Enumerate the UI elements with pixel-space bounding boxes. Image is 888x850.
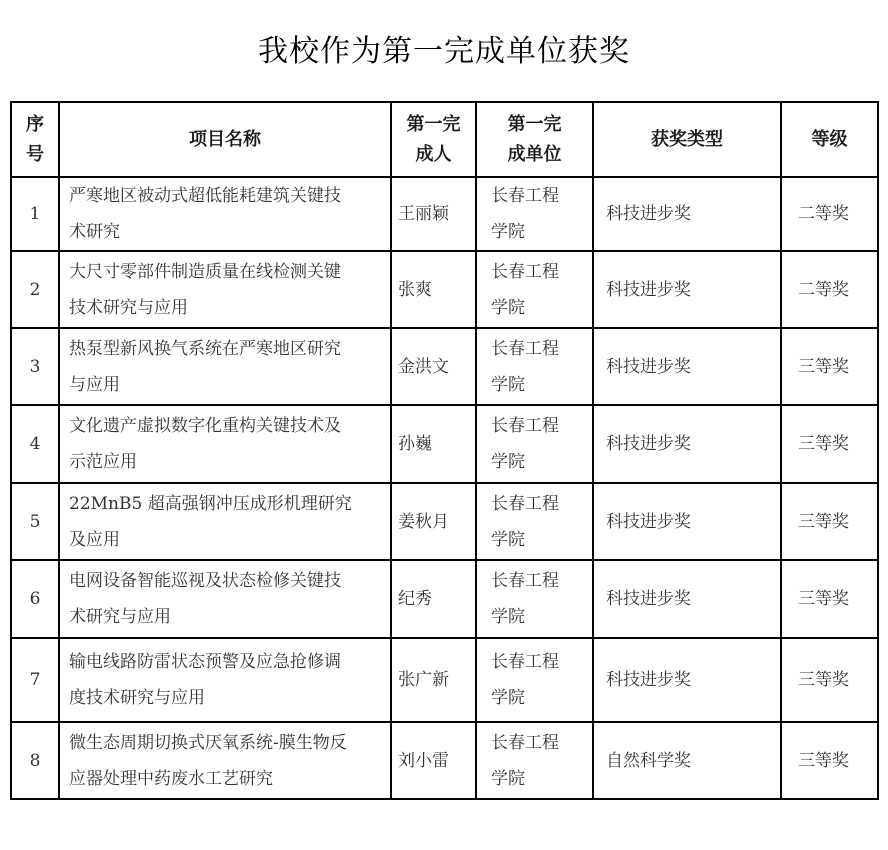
grade-cell: 二等奖: [781, 177, 878, 251]
first-unit-cell: [476, 560, 593, 638]
first-person-cell: 刘小雷: [391, 722, 476, 799]
first-person-cell: 张广新: [391, 638, 476, 722]
first-unit: 长春工程学院: [491, 571, 559, 627]
first-unit: 长春工程学院: [491, 338, 559, 395]
table-header-row: [11, 102, 878, 177]
first-person-cell: 孙巍: [391, 405, 476, 483]
grade-cell: 三等奖: [781, 560, 878, 638]
header-unit: [476, 102, 593, 177]
header-no-label: 序号: [26, 113, 44, 165]
header-project: [59, 102, 391, 177]
project-name-cell: [59, 328, 391, 405]
first-person-cell: 姜秋月: [391, 483, 476, 560]
row-number-cell: 2: [11, 251, 59, 328]
table-row: [11, 328, 878, 405]
first-unit-cell: [476, 251, 593, 328]
header-person: [391, 102, 476, 177]
project-name: 文化遗产虚拟数字化重构关键技术及示范应用: [69, 416, 341, 472]
header-no: [11, 102, 59, 177]
first-unit-cell: [476, 328, 593, 405]
header-unit-label: 第一完成单位: [507, 113, 562, 165]
award-type-cell: 自然科学奖: [593, 722, 781, 799]
grade-cell: 三等奖: [781, 405, 878, 483]
project-name-cell: [59, 722, 391, 799]
header-person-label: 第一完成人: [406, 113, 461, 165]
table-row: [11, 483, 878, 560]
award-type-cell: 科技进步奖: [593, 177, 781, 251]
project-name: 热泵型新风换气系统在严寒地区研究与应用: [69, 338, 341, 395]
first-person-cell: 王丽颖: [391, 177, 476, 251]
project-name: 输电线路防雷状态预警及应急抢修调度技术研究与应用: [69, 652, 341, 708]
row-number-cell: 8: [11, 722, 59, 799]
award-type-cell: 科技进步奖: [593, 483, 781, 560]
first-unit-cell: [476, 483, 593, 560]
header-project-label: 项目名称: [189, 128, 261, 150]
table-row: [11, 560, 878, 638]
award-type-cell: 科技进步奖: [593, 328, 781, 405]
grade-cell: 三等奖: [781, 483, 878, 560]
first-unit: 长春工程学院: [491, 261, 559, 318]
first-unit: 长春工程学院: [491, 732, 559, 789]
award-type-cell: 科技进步奖: [593, 251, 781, 328]
table-row: [11, 177, 878, 251]
header-award: [593, 102, 781, 177]
first-person-cell: 金洪文: [391, 328, 476, 405]
project-name-cell: [59, 405, 391, 483]
first-unit: 长春工程学院: [491, 186, 559, 242]
row-number-cell: 3: [11, 328, 59, 405]
project-name-cell: [59, 251, 391, 328]
table-row: [11, 722, 878, 799]
award-type-cell: 科技进步奖: [593, 405, 781, 483]
first-unit-cell: [476, 177, 593, 251]
table-row: [11, 405, 878, 483]
first-person-cell: 张爽: [391, 251, 476, 328]
award-type-cell: 科技进步奖: [593, 560, 781, 638]
awards-table: [10, 101, 879, 800]
row-number-cell: 4: [11, 405, 59, 483]
project-name-cell: [59, 638, 391, 722]
grade-cell: 三等奖: [781, 328, 878, 405]
row-number-cell: 6: [11, 560, 59, 638]
first-unit-cell: [476, 638, 593, 722]
grade-cell: 二等奖: [781, 251, 878, 328]
project-name: 22MnB5 超高强钢冲压成形机理研究及应用: [69, 493, 352, 550]
first-unit: 长春工程学院: [491, 493, 559, 550]
project-name: 微生态周期切换式厌氧系统-膜生物反应器处理中药废水工艺研究: [69, 732, 347, 789]
grade-cell: 三等奖: [781, 638, 878, 722]
first-unit: 长春工程学院: [491, 652, 559, 708]
project-name-cell: [59, 177, 391, 251]
row-number-cell: 5: [11, 483, 59, 560]
project-name: 电网设备智能巡视及状态检修关键技术研究与应用: [69, 571, 341, 627]
table-row: [11, 638, 878, 722]
header-grade: [781, 102, 878, 177]
header-grade-label: 等级: [811, 128, 848, 150]
row-number-cell: 1: [11, 177, 59, 251]
table-row: [11, 251, 878, 328]
header-award-label: 获奖类型: [651, 128, 723, 150]
grade-cell: 三等奖: [781, 722, 878, 799]
award-type-cell: 科技进步奖: [593, 638, 781, 722]
first-unit-cell: [476, 405, 593, 483]
page-title: 我校作为第一完成单位获奖: [258, 34, 630, 69]
row-number-cell: 7: [11, 638, 59, 722]
project-name-cell: [59, 483, 391, 560]
first-unit-cell: [476, 722, 593, 799]
project-name: 大尺寸零部件制造质量在线检测关键技术研究与应用: [69, 261, 341, 318]
first-person-cell: 纪秀: [391, 560, 476, 638]
first-unit: 长春工程学院: [491, 416, 559, 472]
project-name-cell: [59, 560, 391, 638]
project-name: 严寒地区被动式超低能耗建筑关键技术研究: [69, 186, 341, 242]
